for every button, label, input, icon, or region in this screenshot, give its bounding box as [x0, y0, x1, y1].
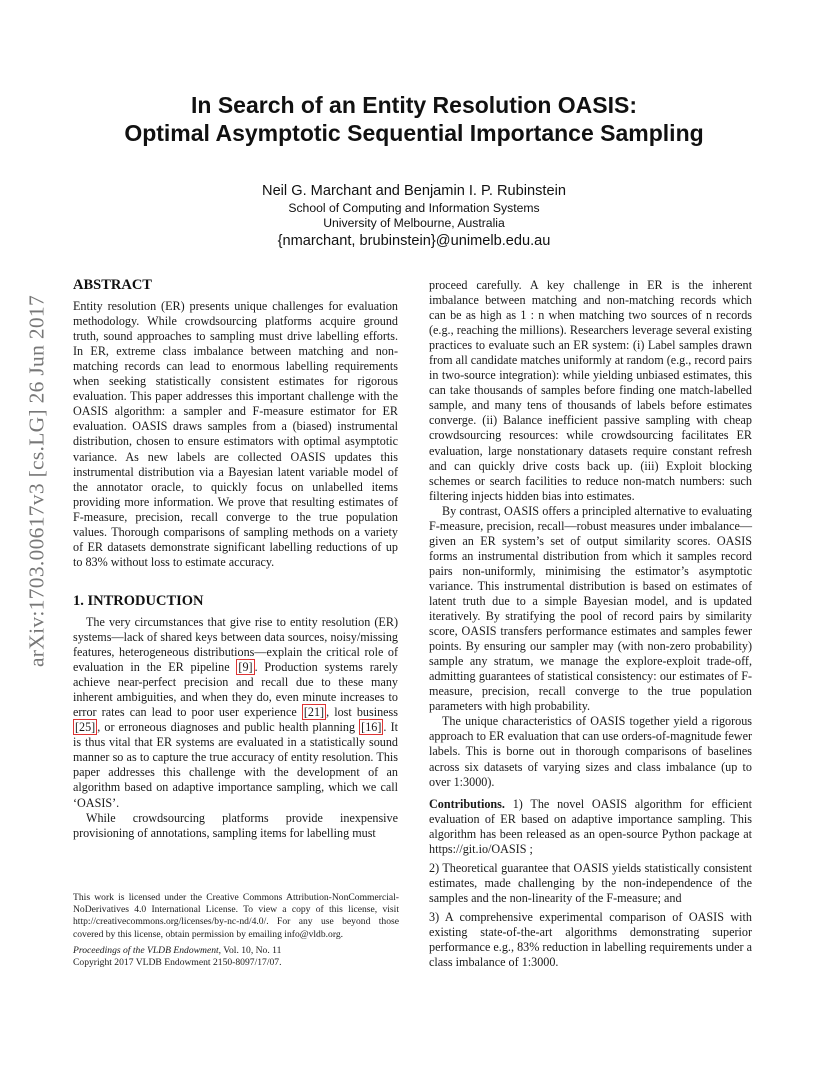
- copyright-line: Copyright 2017 VLDB Endowment 2150-8097/17/07.: [73, 957, 282, 969]
- intro-paragraph-4: By contrast, OASIS offers a principled alternative to evaluating F-measure, precision, recall—robust measures under imbalance—given an ER system’s set of output similarity scores. OASIS forms an instrumental distribution from which it samples record pairs non-uniformly, minimising the estimator’s asymptotic variance. This instrumental distribution is based on estimates of latent truth due to a simple Bayesian model, and is updated iteratively. By stratifying the pool of record pairs by similarity score, OASIS transfers performance estimates and samples fewer points. By ensuring our sampler may (with non-zero probability) sample any stratum, we manage the explore-exploit trade-off, admitting guarantees of statistical consistency: our estimates of F-measure, precision, recall converge to the true population parameters with high probability.: [429, 503, 752, 714]
- introduction-heading: 1. INTRODUCTION: [73, 592, 204, 609]
- intro-paragraph-3: proceed carefully. A key challenge in ER is the inherent imbalance between matching and non-matching records which can be as high as 1 : n when matching two sources of n records (e.g., reaching the millions). Researchers leverage several existing practices to evaluate such an ER system: (i) Label samples drawn from all candidate matches uniformly at random (e.g., record pairs in two-source integration): while yielding unbiased estimates, this can take thousands of samples before finding one match-labelled sample, and many tens of thousands of labels before estimates converge. (ii) Balance inefficient passive sampling with cheap crowdsourcing resources: while crowdsourcing facilitates ER evaluation, large nonstationary datasets require constant refresh and can quickly drive costs back up. (iii) Exploit blocking schemes or search facilities to reduce non-match numbers: such filtering injects hidden bias into estimates.: [429, 278, 752, 503]
- license-text: This work is licensed under the Creative Commons Attribution-NonCommercial-NoDerivatives 4.0 International License. To view a copy of this license, visit http://creativecommons.org/licenses/by-nc-nd/4.0/. For any use beyond those covered by this license, obtain permission by emailing info@vldb.org.: [73, 892, 399, 940]
- intro-paragraph-5: The unique characteristics of OASIS together yield a rigorous approach to ER evaluation that can use orders-of-magnitude fewer labels. This is borne out in thorough comparisons of baselines across six datasets of varying sizes and class imbalance (up to over 1:3000).: [429, 714, 752, 789]
- abstract-body: Entity resolution (ER) presents unique challenges for evaluation methodology. While crowdsourcing platforms acquire ground truth, sound approaches to sampling must drive labelling efforts. In ER, extreme class imbalance between matching and non-matching records can lead to enormous labelling requirements when seeking statistically consistent estimates for rigorous evaluation. This paper addresses this important challenge with the OASIS algorithm: a sampler and F-measure estimator for ER evaluation. OASIS draws samples from a (biased) instrumental distribution, chosen to ensure estimators with optimal asymptotic variance. As new labels are collected OASIS updates this instrumental distribution via a Bayesian latent variable model of the annotator oracle, to quickly focus on unlabelled items providing more information. We prove that resulting estimates of F-measure, precision, recall converge to the true population values. Thorough comparisons of sampling methods on a variety of ER datasets demonstrate significant labelling reductions of up to 83% without loss to estimate accuracy.: [73, 299, 398, 569]
- license-footnote: [73, 892, 399, 969]
- contributions-item-1: Contributions. 1) The novel OASIS algorithm for efficient evaluation of ER based on adaptive importance sampling. This algorithm has been released as an open-source Python package at https://git.io/OASIS ;: [429, 796, 752, 856]
- affiliation-line-2: University of Melbourne, Australia: [323, 216, 505, 230]
- contributions-heading: Contributions.: [429, 796, 505, 811]
- citation-link[interactable]: [25]: [75, 720, 96, 735]
- intro-paragraph-1: The very circumstances that give rise to entity resolution (ER) systems—lack of shared keys between data sources, noisy/missing features, heterogeneous distributions—explain the critical role of evaluation in the ER pipeline [9] . Production systems rarely achieve near-perfect precision and recall due to these many inherent ambiguities, and when they do, even minute increases to error rates can lead to poor user experience [21] , lost business [25] , or erroneous diagnoses and public health planning [16] . It is thus vital that ER systems are evaluated in a statistically sound manner so as to capture the true accuracy of entity resolution. This paper addresses this challenge with the development of an algorithm based on adaptive importance sampling, which we call ‘OASIS’.: [73, 614, 398, 810]
- proceedings-line: Proceedings of the VLDB Endowment, Vol. 10, No. 11: [73, 944, 282, 956]
- author-names: Neil G. Marchant and Benjamin I. P. Rubinstein: [262, 183, 566, 199]
- contributions-item-2: 2) Theoretical guarantee that OASIS yields statistically consistent estimates, made challenging by the non-independence of the samples and the non-linearity of the F-measure; and: [429, 860, 752, 905]
- right-column: [429, 278, 752, 970]
- contributions-item-3: 3) A comprehensive experimental comparison of OASIS with existing state-of-the-art algorithms demonstrating superior performance e.g., 83% reduction in labelling requirements under a class imbalance of 1:3000.: [429, 909, 752, 970]
- intro-paragraph-2: While crowdsourcing platforms provide inexpensive provisioning of annotations, sampling items for labelling must: [73, 810, 398, 840]
- abstract-heading: ABSTRACT: [73, 277, 152, 293]
- affiliation-line-1: School of Computing and Information Systems: [288, 201, 540, 215]
- arxiv-identifier: [20, 291, 54, 671]
- arxiv-identifier-text: arXiv:1703.00617v3 [cs.LG] 26 Jun 2017: [24, 294, 49, 668]
- paper-title-line-2: Optimal Asymptotic Sequential Importance Sampling: [124, 120, 704, 146]
- citation-link[interactable]: [21]: [303, 705, 325, 720]
- left-column: [73, 278, 398, 841]
- citation-link[interactable]: [9]: [238, 660, 253, 675]
- paper-title-line-1: In Search of an Entity Resolution OASIS:: [191, 92, 637, 118]
- citation-link[interactable]: [16]: [361, 720, 382, 735]
- author-email: {nmarchant, brubinstein}@unimelb.edu.au: [277, 233, 551, 249]
